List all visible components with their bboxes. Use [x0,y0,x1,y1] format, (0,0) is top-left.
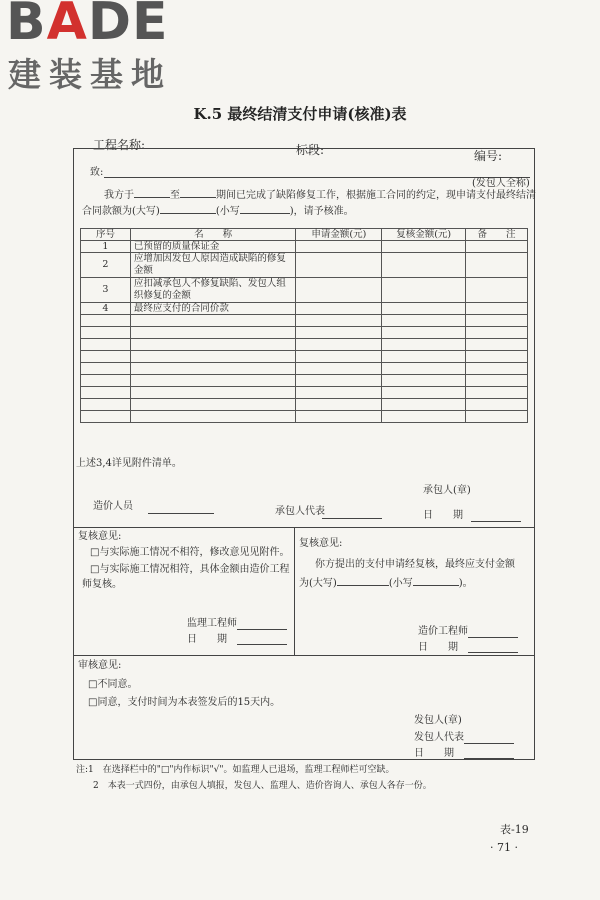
remarks-cell[interactable] [466,278,528,303]
empty-cell[interactable] [81,315,131,327]
supervisor-review-title: 复核意见: [78,531,122,542]
footnote-1: 注:1 在选择栏中的"□"内作标识"√"。如监理人已退场，监理工程师栏可空缺。 [76,765,395,775]
empty-cell[interactable] [296,411,382,423]
empty-cell[interactable] [81,339,131,351]
empty-cell[interactable] [466,399,528,411]
applied-amount-cell[interactable] [296,303,382,315]
table-row: 2 应增加因发包人原因造成缺陷的修复金额 [81,253,528,278]
contractor-rep-sign-line[interactable] [322,518,382,519]
empty-cell[interactable] [81,399,131,411]
supervisor-option-match-cont: 师复核。 [82,579,122,590]
empty-cell[interactable] [382,315,466,327]
table-row: 4 最终应支付的合同价款 [81,303,528,315]
empty-cell[interactable] [81,351,131,363]
empty-cell[interactable] [382,351,466,363]
empty-cell[interactable] [130,339,296,351]
header-remarks: 备 注 [466,229,528,241]
empty-cell[interactable] [296,375,382,387]
empty-cell[interactable] [81,375,131,387]
empty-cell[interactable] [130,351,296,363]
employer-seal: 发包人(章) [414,715,462,726]
recipient-hint: (发包人全称) [472,178,530,189]
empty-cell[interactable] [296,327,382,339]
empty-cell[interactable] [382,363,466,375]
empty-cell[interactable] [296,387,382,399]
empty-cell[interactable] [382,327,466,339]
empty-cell[interactable] [296,339,382,351]
cost-review-text2: 为(大写) (小写 )。 [299,575,473,590]
brand-logo: BADE [6,0,169,52]
applied-amount-cell[interactable] [296,278,382,303]
empty-cell[interactable] [296,363,382,375]
start-date-blank[interactable] [134,187,170,198]
amount-words-blank[interactable] [160,203,216,214]
empty-cell[interactable] [382,375,466,387]
contractor-seal: 承包人(章) [423,485,471,496]
cost-staff-label: 造价人员 [93,501,133,512]
items-table [80,228,528,423]
applied-amount-cell[interactable] [296,253,382,278]
reviewed-amount-cell[interactable] [382,253,466,278]
contractor-date-label: 日 期 [423,510,463,521]
employer-rep-sign-line[interactable] [464,743,514,744]
empty-cell[interactable] [296,315,382,327]
empty-cell[interactable] [81,327,131,339]
cost-engineer-sign-line[interactable] [468,637,518,638]
employer-date-label: 日 期 [414,748,454,759]
empty-cell[interactable] [382,399,466,411]
page-number: · 71 · [490,841,518,854]
empty-cell[interactable] [466,375,528,387]
table-row [81,351,528,363]
approval-option-reject[interactable]: □不同意。 [88,679,138,690]
header-applied-amount: 申请金额(元) [296,229,382,241]
empty-cell[interactable] [466,315,528,327]
section-divider [73,527,535,528]
supervisor-option-mismatch[interactable]: □与实际施工情况不相符，修改意见见附件。 [90,547,290,558]
project-name-label: 工程名称: [93,138,146,152]
header-name: 名 称 [130,229,296,241]
cost-review-text1: 你方提出的支付申请经复核，最终应支付金额 [315,559,515,570]
empty-cell[interactable] [382,387,466,399]
table-row [81,387,528,399]
empty-cell[interactable] [130,399,296,411]
cost-review-title: 复核意见: [299,538,343,549]
empty-cell[interactable] [81,387,131,399]
request-line2: 合同款额为(大写) (小写 )，请予核准。 [82,203,354,218]
table-row [81,399,528,411]
employer-rep-label: 发包人代表 [414,732,464,743]
cost-date-line[interactable] [468,652,518,653]
footnote-2: 2 本表一式四份，由承包人填报，发包人、监理人、造价咨询人、承包人各存一份。 [93,781,432,791]
supervisor-option-match[interactable]: □与实际施工情况相符，具体金额由造价工程 [90,564,290,575]
contractor-date-line[interactable] [471,521,521,522]
table-row: 3 应扣减承包人不修复缺陷、发包人组织修复的金额 [81,278,528,303]
approval-option-accept[interactable]: □同意，支付时间为本表签发后的15天内。 [88,697,281,708]
supervisor-engineer-label: 监理工程师 [187,618,237,629]
table-row [81,327,528,339]
amount-figures-blank[interactable] [240,203,290,214]
contractor-rep-label: 承包人代表 [275,506,325,517]
cost-staff-sign-line[interactable] [148,513,214,514]
final-amount-words-blank[interactable] [337,575,389,586]
number-label: 编号: [474,149,503,163]
approval-title: 审核意见: [78,660,122,671]
empty-cell[interactable] [130,315,296,327]
to-label: 致: [90,167,104,178]
reviewed-amount-cell[interactable] [382,303,466,315]
supervisor-date-line[interactable] [237,644,287,645]
request-line1: 我方于 至 期间已完成了缺陷修复工作，根据施工合同的约定，现申请支付最终结清 [104,187,536,202]
final-amount-figures-blank[interactable] [413,575,459,586]
table-number: 表-19 [500,823,529,836]
table-row [81,363,528,375]
header-reviewed-amount: 复核金额(元) [382,229,466,241]
review-column-divider [294,527,295,655]
table-header-row [81,229,528,241]
supervisor-date-label: 日 期 [187,634,227,645]
empty-cell[interactable] [466,363,528,375]
end-date-blank[interactable] [180,187,216,198]
header-no: 序号 [81,229,131,241]
remarks-cell[interactable] [466,241,528,253]
empty-cell[interactable] [130,411,296,423]
cost-engineer-label: 造价工程师 [418,626,468,637]
form-title: K.5 最终结清支付申请(核准)表 [193,105,407,123]
empty-cell[interactable] [382,411,466,423]
supervisor-engineer-sign-line[interactable] [237,629,287,630]
table-row [81,339,528,351]
empty-cell[interactable] [130,375,296,387]
section-label: 标段: [296,143,325,157]
empty-cell[interactable] [81,411,131,423]
employer-date-line[interactable] [464,758,514,759]
table-row: 1 已预留的质量保证金 [81,241,528,253]
empty-cell[interactable] [466,339,528,351]
empty-cell[interactable] [130,327,296,339]
empty-cell[interactable] [466,351,528,363]
table-row [81,375,528,387]
empty-cell[interactable] [81,363,131,375]
applied-amount-cell[interactable] [296,241,382,253]
empty-cell[interactable] [130,363,296,375]
empty-cell[interactable] [296,399,382,411]
empty-cell[interactable] [382,339,466,351]
empty-cell[interactable] [296,351,382,363]
remarks-cell[interactable] [466,303,528,315]
attachment-note: 上述3,4详见附件清单。 [76,458,182,469]
empty-cell[interactable] [466,411,528,423]
remarks-cell[interactable] [466,253,528,278]
recipient-line[interactable] [104,177,530,178]
reviewed-amount-cell[interactable] [382,278,466,303]
empty-cell[interactable] [466,387,528,399]
brand-subtitle: 建装基地 [8,55,172,94]
table-row [81,315,528,327]
reviewed-amount-cell[interactable] [382,241,466,253]
section-divider [73,655,535,656]
table-row [81,411,528,423]
empty-cell[interactable] [130,387,296,399]
empty-cell[interactable] [466,327,528,339]
cost-date-label: 日 期 [418,642,458,653]
